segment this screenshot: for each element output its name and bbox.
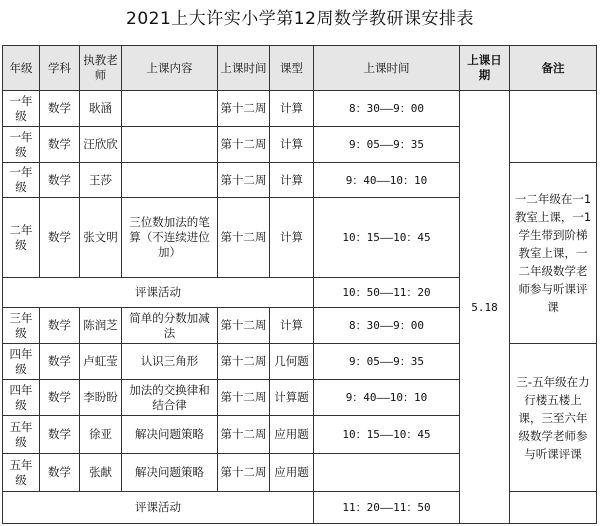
cell-teacher: 张文明 <box>80 198 122 278</box>
activity-time: 10：50——11：20 <box>314 278 460 308</box>
cell-subject: 数学 <box>40 380 80 416</box>
cell-week: 第十二周 <box>218 454 270 492</box>
cell-teacher: 陈润芝 <box>80 308 122 344</box>
cell-teacher: 汪欣欣 <box>80 127 122 163</box>
header-note: 备注 <box>510 46 597 91</box>
cell-content: 解决问题策略 <box>122 454 218 492</box>
cell-week: 第十二周 <box>218 416 270 454</box>
header-type: 课型 <box>270 46 314 91</box>
cell-grade: 二年级 <box>3 198 40 278</box>
cell-teacher: 耿涵 <box>80 91 122 127</box>
activity-label: 评课活动 <box>3 492 314 524</box>
cell-type: 计算 <box>270 127 314 163</box>
cell-week: 第十二周 <box>218 308 270 344</box>
cell-time: 9：05——9：35 <box>314 127 460 163</box>
cell-time: 8：30——9：00 <box>314 308 460 344</box>
cell-week: 第十二周 <box>218 380 270 416</box>
cell-note-empty <box>510 91 597 163</box>
cell-grade: 三年级 <box>3 308 40 344</box>
cell-type: 计算 <box>270 91 314 127</box>
cell-week: 第十二周 <box>218 344 270 380</box>
cell-time: 9：40——10：10 <box>314 380 460 416</box>
cell-teacher: 李盼盼 <box>80 380 122 416</box>
cell-grade: 四年级 <box>3 344 40 380</box>
activity-label: 评课活动 <box>3 278 314 308</box>
header-row <box>3 46 597 91</box>
cell-subject: 数学 <box>40 416 80 454</box>
cell-type: 计算 <box>270 198 314 278</box>
header-content: 上课内容 <box>122 46 218 91</box>
cell-type: 应用题 <box>270 454 314 492</box>
cell-time: 9：40——10：10 <box>314 163 460 198</box>
header-week: 上课时间 <box>218 46 270 91</box>
cell-date: 5.18 <box>460 91 510 524</box>
cell-grade: 五年级 <box>3 454 40 492</box>
cell-teacher: 王莎 <box>80 163 122 198</box>
cell-subject: 数学 <box>40 344 80 380</box>
cell-grade: 四年级 <box>3 380 40 416</box>
header-time: 上课时间 <box>314 46 460 91</box>
cell-content: 简单的分数加减法 <box>122 308 218 344</box>
cell-subject: 数学 <box>40 198 80 278</box>
cell-content <box>122 127 218 163</box>
header-grade: 年级 <box>3 46 40 91</box>
cell-teacher: 徐亚 <box>80 416 122 454</box>
cell-time: 10：15——10：45 <box>314 416 460 454</box>
cell-note-empty <box>510 492 597 524</box>
cell-teacher: 卢虹莹 <box>80 344 122 380</box>
cell-type: 计算 <box>270 163 314 198</box>
cell-week: 第十二周 <box>218 91 270 127</box>
cell-grade: 一年级 <box>3 91 40 127</box>
cell-subject: 数学 <box>40 127 80 163</box>
header-teacher: 执教老师 <box>80 46 122 91</box>
cell-content <box>122 163 218 198</box>
page-title: 2021上大许实小学第12周数学教研课安排表 <box>126 9 474 29</box>
cell-grade: 五年级 <box>3 416 40 454</box>
cell-note-1: 一二年级在一1教室上课，一1学生带到阶梯教室上课，一二年级数学老师参与听课评课 <box>510 163 597 344</box>
header-date: 上课日期 <box>460 46 510 91</box>
cell-content: 解决问题策略 <box>122 416 218 454</box>
cell-grade: 一年级 <box>3 127 40 163</box>
cell-time: 9：05——9：35 <box>314 344 460 380</box>
cell-note-2: 三-五年级在力行楼五楼上课，三至六年级数学老师参与听课评课 <box>510 344 597 492</box>
cell-teacher: 张献 <box>80 454 122 492</box>
activity-time: 11：20——11：50 <box>314 492 460 524</box>
schedule-table <box>2 45 597 524</box>
cell-type: 计算题 <box>270 380 314 416</box>
cell-content: 认识三角形 <box>122 344 218 380</box>
cell-week: 第十二周 <box>218 127 270 163</box>
cell-subject: 数学 <box>40 308 80 344</box>
cell-subject: 数学 <box>40 91 80 127</box>
cell-week: 第十二周 <box>218 163 270 198</box>
cell-time <box>314 454 460 492</box>
header-subject: 学科 <box>40 46 80 91</box>
cell-content <box>122 91 218 127</box>
table-row <box>3 91 597 127</box>
cell-content: 三位数加法的笔算（不连续进位加） <box>122 198 218 278</box>
cell-subject: 数学 <box>40 454 80 492</box>
cell-time: 10：15——10：45 <box>314 198 460 278</box>
cell-time: 8：30——9：00 <box>314 91 460 127</box>
cell-type: 计算 <box>270 308 314 344</box>
cell-type: 几何题 <box>270 344 314 380</box>
cell-content: 加法的交换律和结合律 <box>122 380 218 416</box>
cell-week: 第十二周 <box>218 198 270 278</box>
cell-subject: 数学 <box>40 163 80 198</box>
cell-grade: 一年级 <box>3 163 40 198</box>
cell-type: 应用题 <box>270 416 314 454</box>
